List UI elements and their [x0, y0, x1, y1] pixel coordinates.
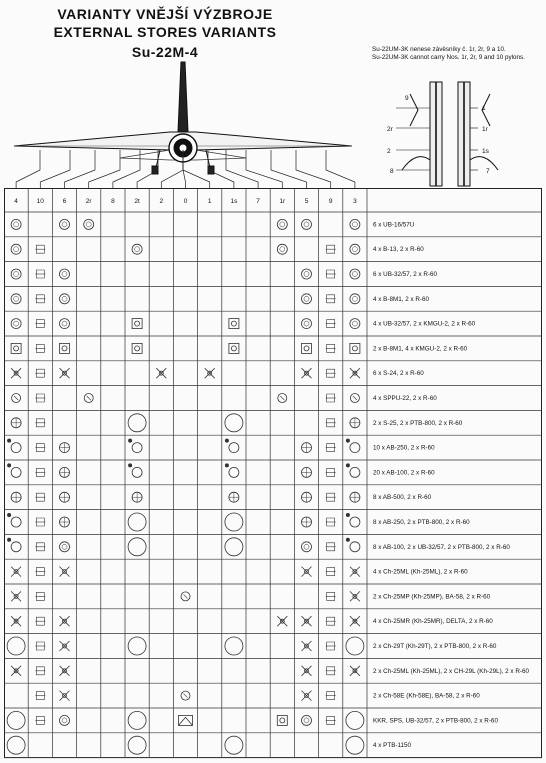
bomb-icon: [11, 492, 21, 502]
variant-description: 2 x Ch-29T (Kh-29T), 2 x PTB-800, 2 x R-60: [373, 643, 497, 650]
variant-descriptions: [373, 221, 529, 749]
missile-icon: [35, 245, 45, 253]
pylon-header-7: 7: [256, 198, 260, 205]
rocket-pod-icon: [84, 219, 94, 229]
pylon-header-4: 4: [14, 198, 18, 205]
multiple-rack-icon: [60, 666, 70, 676]
kkr-container-icon: [179, 715, 193, 725]
variant-description: 2 x Ch-25MP (Kh-25MP), BA-58, 2 x R-60: [373, 593, 491, 601]
missile-icon: [326, 419, 336, 427]
rocket-pod-icon: [60, 269, 70, 279]
variant-description: 2 x B-8M1, 4 x KMGU-2, 2 x R-60: [373, 345, 468, 353]
missile-icon: [35, 295, 45, 303]
bomb-icon: [350, 418, 360, 428]
multiple-rack-icon: [350, 616, 360, 626]
bomb-icon: [302, 517, 312, 527]
cannon-pod-icon: [350, 343, 360, 353]
diagram-label: 2r: [387, 126, 393, 133]
tandem-bomb-icon: [129, 464, 143, 478]
diagram-label: 9: [405, 95, 409, 102]
rocket-pod-icon: [11, 269, 21, 279]
fuel-tank-icon: [7, 736, 25, 754]
rocket-pod-icon: [302, 319, 312, 329]
multiple-rack-icon: [205, 368, 215, 378]
tandem-bomb-icon: [8, 439, 22, 453]
fuel-tank-icon: [128, 637, 146, 655]
missile-icon: [326, 642, 336, 650]
missile-icon: [35, 320, 45, 328]
pylon-header-2r: 2r: [85, 198, 92, 205]
missile-icon: [35, 344, 45, 352]
pylon-header-5: 5: [304, 198, 309, 205]
note-english: Su-22UM-3K cannot carry Nos. 1r, 2r, 9 and 10 pylons.: [372, 54, 525, 61]
missile-icon: [326, 468, 336, 476]
rocket-pod-icon: [302, 269, 312, 279]
rocket-pod-icon: [350, 269, 360, 279]
missile-icon: [35, 444, 45, 452]
tandem-bomb-icon: [346, 464, 360, 478]
multiple-rack-icon: [302, 691, 312, 701]
fuel-tank-icon: [346, 736, 364, 754]
rocket-pod-icon: [350, 294, 360, 304]
aircraft-illustration: [0, 0, 546, 190]
multiple-rack-icon: [350, 591, 360, 601]
targeting-pod-icon: [84, 394, 93, 403]
variant-description: 6 x S-24, 2 x R-60: [373, 370, 424, 378]
diagram-label: 7: [486, 168, 490, 175]
tandem-bomb-icon: [129, 439, 143, 453]
missile-icon: [326, 444, 336, 452]
multiple-rack-icon: [302, 641, 312, 651]
pylon-header-0: 0: [183, 198, 188, 205]
cannon-pod-icon: [229, 319, 239, 329]
rocket-pod-icon: [11, 319, 21, 329]
multiple-rack-icon: [11, 666, 21, 676]
missile-icon: [35, 642, 45, 650]
cannon-pod-icon: [11, 343, 21, 353]
cannon-pod-icon: [132, 319, 142, 329]
targeting-pod-icon: [181, 592, 190, 601]
rocket-pod-icon: [302, 294, 312, 304]
pylon-header-6: 6: [62, 198, 67, 205]
variant-description: 6 x UB-32/57, 2 x R-60: [373, 271, 438, 278]
rocket-pod-icon: [350, 319, 360, 329]
missile-icon: [326, 394, 336, 402]
variant-description: 2 x Ch-58E (Kh-58E), BA-58, 2 x R-60: [373, 692, 480, 700]
variant-description: 8 x AB-100, 2 x UB-32/57, 2 x PTB-800, 2 x R-60: [373, 543, 510, 551]
variant-description: 4 x Ch-25ML (Kh-25ML), 2 x R-60: [373, 568, 468, 576]
missile-icon: [326, 369, 336, 377]
pylon-leader-line: [271, 150, 307, 188]
missile-icon: [35, 419, 45, 427]
multiple-rack-icon: [60, 567, 70, 577]
rocket-pod-icon: [60, 319, 70, 329]
missile-icon: [326, 716, 336, 724]
missile-icon: [326, 617, 336, 625]
fuel-tank-icon: [7, 711, 25, 729]
multiple-rack-icon: [11, 368, 21, 378]
rocket-pod-icon: [60, 542, 70, 552]
pylon-header-1: 1: [207, 198, 212, 205]
targeting-pod-icon: [12, 394, 21, 403]
pylon-leader-line: [89, 150, 120, 188]
fuel-tank-icon: [225, 637, 243, 655]
pylon-side-diagram: [396, 82, 498, 186]
missile-icon: [326, 543, 336, 551]
missile-icon: [326, 592, 336, 600]
fuel-tank-icon: [128, 513, 146, 531]
missile-icon: [35, 568, 45, 576]
targeting-pod-icon: [181, 691, 190, 700]
pylon-leader-line: [16, 150, 40, 188]
cannon-pod-icon: [302, 343, 312, 353]
tandem-bomb-icon: [225, 464, 239, 478]
bomb-icon: [60, 443, 70, 453]
multiple-rack-icon: [156, 368, 166, 378]
tandem-bomb-icon: [346, 513, 360, 527]
rocket-pod-icon: [302, 219, 312, 229]
missile-icon: [326, 245, 336, 253]
pylon-leader-line: [40, 150, 70, 188]
bomb-icon: [60, 492, 70, 502]
rocket-pod-icon: [60, 219, 70, 229]
note-czech: Su-22UM-3K nenese závěsníky č. 1r, 2r, 9 a 10.: [372, 46, 506, 53]
missile-icon: [326, 295, 336, 303]
missile-icon: [326, 320, 336, 328]
missile-icon: [35, 543, 45, 551]
tandem-bomb-icon: [225, 439, 239, 453]
bomb-icon: [229, 492, 239, 502]
missile-icon: [326, 344, 336, 352]
variant-description: 4 x SPPU-22, 2 x R-60: [373, 395, 437, 402]
missile-icon: [326, 568, 336, 576]
missile-icon: [326, 493, 336, 501]
missile-icon: [35, 592, 45, 600]
rocket-pod-icon: [302, 542, 312, 552]
missile-icon: [35, 667, 45, 675]
fuel-tank-icon: [346, 711, 364, 729]
diagram-label: 2: [387, 148, 391, 155]
variant-description: 4 x Ch-25MR (Kh-25MR), DELTA, 2 x R-60: [373, 618, 493, 626]
pylon-header-3: 3: [353, 198, 357, 205]
pylon-header-2t: 2t: [134, 198, 140, 205]
missile-icon: [326, 667, 336, 675]
fuel-tank-icon: [225, 736, 243, 754]
tandem-bomb-icon: [8, 513, 22, 527]
fuel-tank-icon: [225, 513, 243, 531]
cannon-pod-icon: [60, 343, 70, 353]
title-czech: VARIANTY VNĚJŠÍ VÝZBROJE: [57, 6, 273, 22]
fuel-tank-icon: [128, 414, 146, 432]
variant-description: 10 x AB-250, 2 x R-60: [373, 444, 435, 452]
pylon-header-8: 8: [111, 198, 115, 205]
multiple-rack-icon: [60, 368, 70, 378]
pylon-header-10: 10: [36, 198, 44, 205]
stores-matrix: [4, 188, 542, 760]
tandem-bomb-icon: [346, 538, 360, 552]
pylon-header-row: [14, 198, 357, 205]
tandem-bomb-icon: [8, 538, 22, 552]
rocket-pod-icon: [277, 219, 287, 229]
fuel-tank-icon: [128, 538, 146, 556]
bomb-icon: [302, 443, 312, 453]
variant-description: 20 x AB-100, 2 x R-60: [373, 469, 435, 477]
missile-icon: [35, 617, 45, 625]
diagram-label: 8: [390, 168, 394, 175]
missile-icon: [35, 716, 45, 724]
cannon-pod-icon: [277, 715, 287, 725]
missile-icon: [35, 692, 45, 700]
missile-icon: [35, 270, 45, 278]
rocket-pod-icon: [11, 244, 21, 254]
pylon-header-1r: 1r: [279, 198, 286, 205]
targeting-pod-icon: [278, 394, 287, 403]
multiple-rack-icon: [350, 567, 360, 577]
missile-icon: [35, 394, 45, 402]
multiple-rack-icon: [302, 666, 312, 676]
bomb-icon: [302, 492, 312, 502]
fuel-tank-icon: [128, 711, 146, 729]
diagram-label: 1s: [482, 148, 489, 155]
variant-description: 8 x AB-250, 2 x PTB-800, 2 x R-60: [373, 519, 470, 526]
bomb-icon: [11, 418, 21, 428]
variant-description: 8 x AB-500, 2 x R-60: [373, 494, 432, 502]
bomb-icon: [302, 467, 312, 477]
pylon-leader-line: [246, 150, 282, 188]
tandem-bomb-icon: [8, 464, 22, 478]
diagram-label: 1: [482, 105, 486, 112]
rocket-pod-icon: [302, 715, 312, 725]
multiple-rack-icon: [11, 567, 21, 577]
fuel-tank-icon: [128, 736, 146, 754]
variant-description: KKR, SPS, UB-32/57, 2 x PTB-800, 2 x R-60: [373, 717, 498, 725]
rocket-pod-icon: [350, 244, 360, 254]
multiple-rack-icon: [302, 368, 312, 378]
pylon-leader-line: [296, 150, 331, 188]
variant-description: 4 x UB-32/57, 2 x KMGU-2, 2 x R-60: [373, 320, 476, 328]
rocket-pod-icon: [132, 244, 142, 254]
variant-description: 6 x UB-16/57U: [373, 221, 415, 229]
pylon-header-9: 9: [328, 198, 333, 205]
missile-icon: [326, 518, 336, 526]
multiple-rack-icon: [302, 567, 312, 577]
rocket-pod-icon: [60, 294, 70, 304]
rocket-pod-icon: [11, 294, 21, 304]
rocket-pod-icon: [350, 219, 360, 229]
cannon-pod-icon: [132, 343, 142, 353]
bomb-icon: [60, 517, 70, 527]
bomb-icon: [60, 467, 70, 477]
variant-description: 4 x B-13, 2 x R-60: [373, 246, 424, 254]
missile-icon: [35, 493, 45, 501]
variant-description: 4 x B-8M1, 2 x R-60: [373, 295, 429, 303]
fuel-tank-icon: [225, 414, 243, 432]
pylon-leader-line: [326, 150, 355, 188]
targeting-pod-icon: [350, 394, 359, 403]
multiple-rack-icon: [277, 616, 287, 626]
pylon-leader-line: [65, 150, 96, 188]
missile-icon: [35, 468, 45, 476]
pylon-header-2: 2: [159, 198, 164, 205]
missile-icon: [326, 692, 336, 700]
rocket-pod-icon: [11, 219, 21, 229]
stores-cells: [7, 219, 364, 754]
title-english: EXTERNAL STORES VARIANTS: [53, 24, 277, 40]
multiple-rack-icon: [11, 616, 21, 626]
rocket-pod-icon: [60, 715, 70, 725]
multiple-rack-icon: [350, 666, 360, 676]
fuel-tank-icon: [7, 637, 25, 655]
bomb-icon: [132, 492, 142, 502]
rocket-pod-icon: [277, 244, 287, 254]
cannon-pod-icon: [229, 343, 239, 353]
variant-description: 2 x S-25, 2 x PTB-800, 2 x R-60: [373, 419, 463, 427]
variant-description: 2 x Ch-25ML (Kh-25ML), 2 x CH-29L (Kh-29L), 2 x R-60: [373, 667, 529, 675]
multiple-rack-icon: [60, 691, 70, 701]
missile-icon: [35, 369, 45, 377]
variant-description: 4 x PTB-1150: [373, 742, 412, 750]
bomb-icon: [350, 492, 360, 502]
diagram-label: 1r: [482, 126, 488, 133]
aircraft-model: Su-22M-4: [131, 44, 199, 60]
multiple-rack-icon: [302, 616, 312, 626]
missile-icon: [326, 270, 336, 278]
fuel-tank-icon: [225, 538, 243, 556]
multiple-rack-icon: [60, 641, 70, 651]
multiple-rack-icon: [11, 591, 21, 601]
multiple-rack-icon: [60, 616, 70, 626]
multiple-rack-icon: [350, 368, 360, 378]
missile-icon: [35, 518, 45, 526]
fuel-tank-icon: [346, 637, 364, 655]
pylon-header-1s: 1s: [230, 198, 238, 205]
tandem-bomb-icon: [346, 439, 360, 453]
